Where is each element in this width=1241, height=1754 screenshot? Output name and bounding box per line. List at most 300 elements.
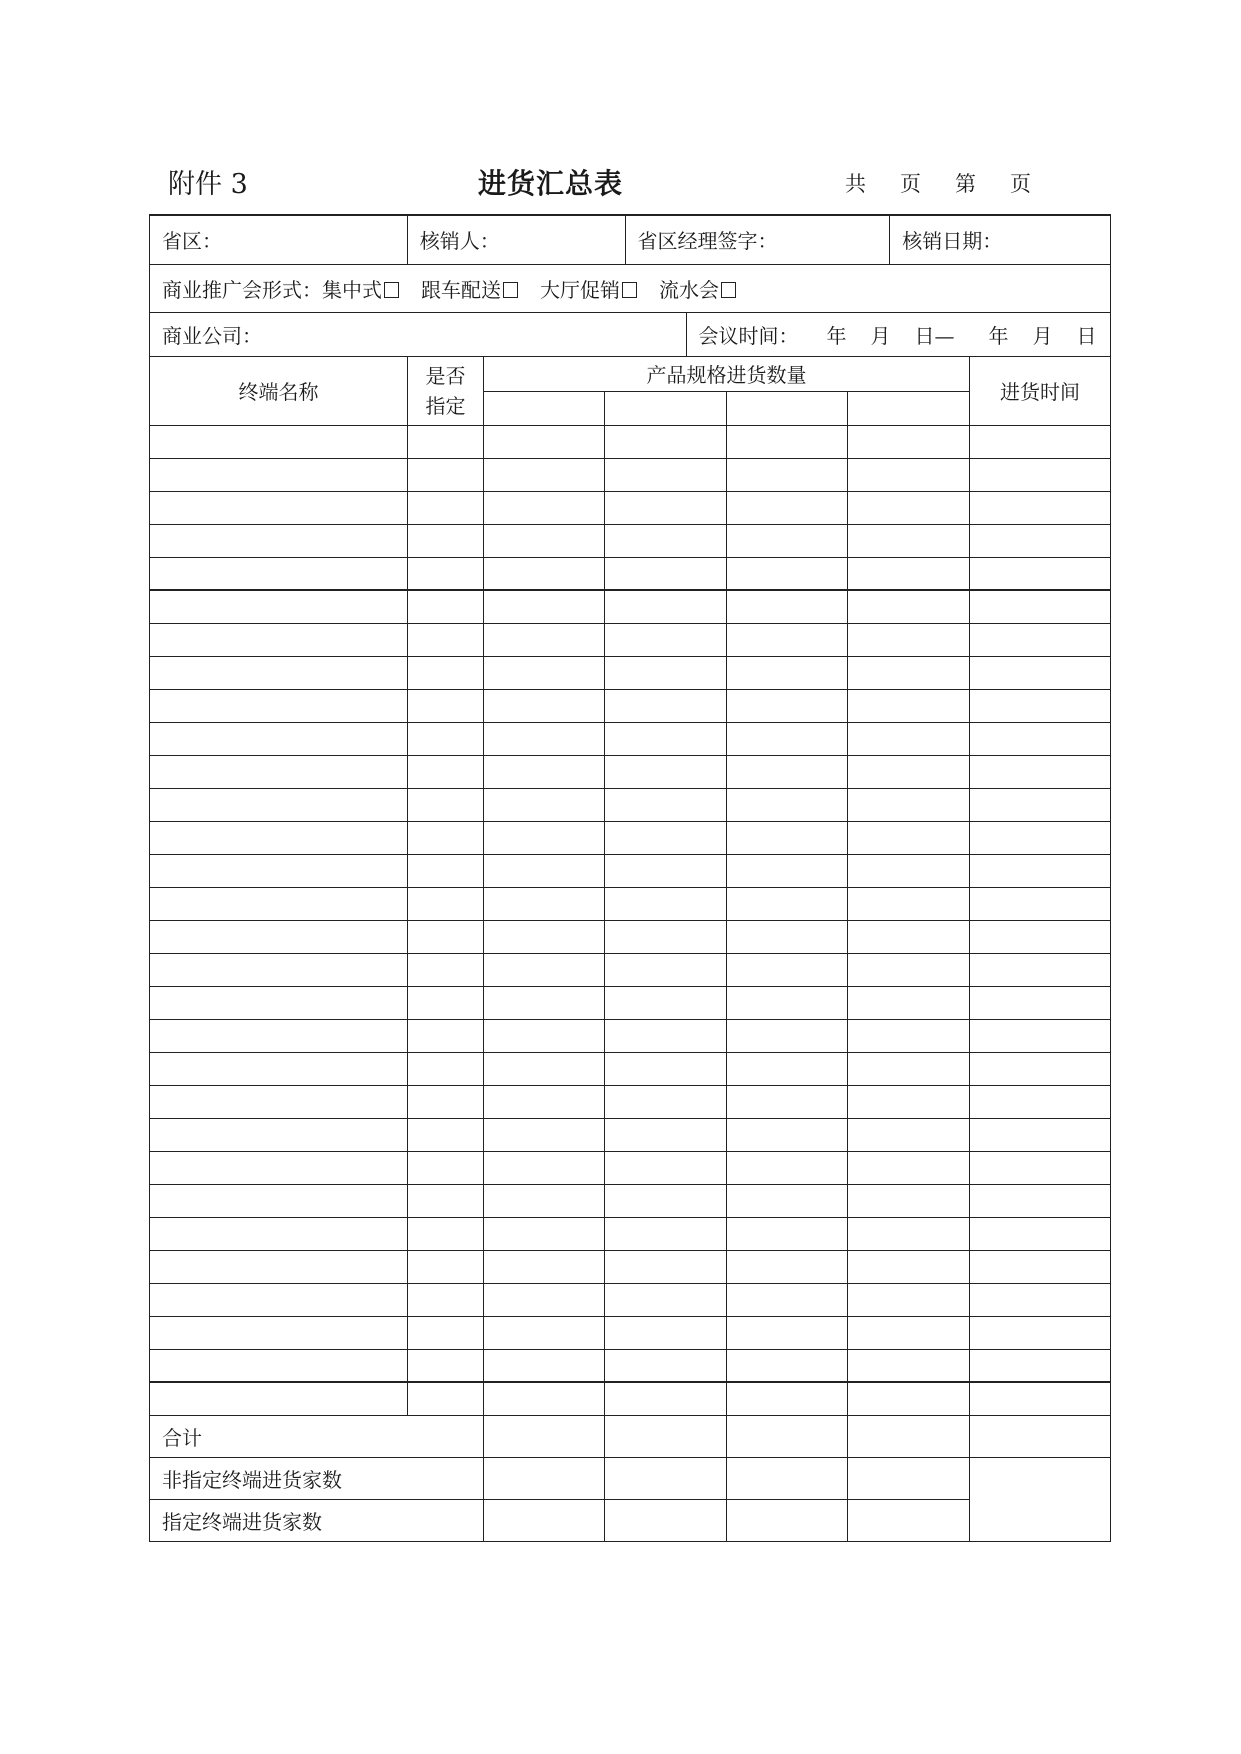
table-cell[interactable]	[484, 1316, 605, 1349]
table-cell[interactable]	[727, 1217, 848, 1250]
table-cell[interactable]	[727, 887, 848, 920]
table-cell[interactable]	[150, 491, 408, 524]
table-cell[interactable]	[150, 689, 408, 722]
table-cell[interactable]	[848, 656, 970, 689]
table-cell[interactable]	[970, 854, 1111, 887]
table-cell[interactable]	[970, 491, 1111, 524]
table-cell[interactable]	[484, 986, 605, 1019]
table-cell[interactable]	[150, 1085, 408, 1118]
table-cell[interactable]	[150, 425, 408, 458]
table-cell[interactable]	[605, 953, 727, 986]
page-title: 进货汇总表	[478, 167, 624, 200]
summary-cell[interactable]	[848, 1499, 970, 1541]
table-row	[150, 920, 1111, 953]
table-row	[150, 1283, 1111, 1316]
product-spec-cell[interactable]	[727, 391, 848, 425]
table-cell[interactable]	[484, 1283, 605, 1316]
table-row	[150, 755, 1111, 788]
table-cell[interactable]	[408, 425, 484, 458]
table-cell[interactable]	[484, 1052, 605, 1085]
table-cell[interactable]	[848, 1085, 970, 1118]
table-cell[interactable]	[408, 1382, 484, 1415]
table-row	[150, 1118, 1111, 1151]
table-cell[interactable]	[727, 590, 848, 623]
table-cell[interactable]	[727, 1019, 848, 1052]
table-cell[interactable]	[727, 1382, 848, 1415]
verify-date-label: 核销日期：	[902, 229, 1003, 254]
table-cell[interactable]	[848, 689, 970, 722]
table-cell[interactable]	[605, 1283, 727, 1316]
table-cell[interactable]	[150, 557, 408, 590]
table-cell[interactable]	[605, 1118, 727, 1151]
table-row	[150, 1250, 1111, 1283]
summary-non-designated-label: 非指定终端进货家数	[150, 1457, 484, 1499]
table-row	[150, 623, 1111, 656]
table-cell[interactable]	[150, 920, 408, 953]
table-cell[interactable]	[970, 788, 1111, 821]
table-cell[interactable]	[408, 821, 484, 854]
table-cell[interactable]	[970, 1349, 1111, 1382]
table-cell[interactable]	[727, 524, 848, 557]
table-cell[interactable]	[727, 557, 848, 590]
table-cell[interactable]	[727, 1184, 848, 1217]
table-cell[interactable]	[605, 524, 727, 557]
table-cell[interactable]	[727, 821, 848, 854]
table-cell[interactable]	[727, 1085, 848, 1118]
table-cell[interactable]	[727, 656, 848, 689]
table-cell[interactable]	[408, 1085, 484, 1118]
table-cell[interactable]	[848, 920, 970, 953]
promo-option-centralized[interactable]	[322, 278, 421, 302]
table-cell[interactable]	[150, 788, 408, 821]
table-row	[150, 1316, 1111, 1349]
table-cell[interactable]	[727, 1283, 848, 1316]
table-cell[interactable]	[970, 1085, 1111, 1118]
table-cell[interactable]	[848, 1217, 970, 1250]
table-cell[interactable]	[150, 854, 408, 887]
table-cell[interactable]	[484, 524, 605, 557]
table-cell[interactable]	[727, 920, 848, 953]
product-spec-cell[interactable]	[484, 391, 605, 425]
table-cell[interactable]	[150, 1382, 408, 1415]
table-row	[150, 1019, 1111, 1052]
table-cell[interactable]	[970, 755, 1111, 788]
table-row	[150, 1349, 1111, 1382]
table-cell[interactable]	[408, 1283, 484, 1316]
table-cell[interactable]	[484, 656, 605, 689]
col-header-designated-text: 是否指定	[425, 363, 466, 418]
product-spec-cell[interactable]	[848, 391, 970, 425]
table-cell[interactable]	[150, 458, 408, 491]
table-cell[interactable]	[848, 722, 970, 755]
summary-cell[interactable]	[848, 1415, 970, 1457]
table-cell[interactable]	[970, 557, 1111, 590]
table-cell[interactable]	[727, 788, 848, 821]
summary-cell[interactable]	[727, 1457, 848, 1499]
table-cell[interactable]	[484, 953, 605, 986]
table-cell[interactable]	[727, 458, 848, 491]
table-cell[interactable]	[848, 458, 970, 491]
table-cell[interactable]	[970, 953, 1111, 986]
summary-designated-label: 指定终端进货家数	[150, 1499, 484, 1541]
table-cell[interactable]	[970, 920, 1111, 953]
col-header-time: 进货时间	[970, 356, 1111, 425]
verifier-field[interactable]	[408, 216, 626, 264]
table-cell[interactable]	[970, 1151, 1111, 1184]
table-cell[interactable]	[150, 1052, 408, 1085]
table-cell[interactable]	[848, 557, 970, 590]
table-cell[interactable]	[605, 821, 727, 854]
table-cell[interactable]	[408, 458, 484, 491]
table-cell[interactable]	[484, 755, 605, 788]
summary-cell[interactable]	[484, 1499, 605, 1541]
table-cell[interactable]	[970, 458, 1111, 491]
summary-cell[interactable]	[970, 1415, 1111, 1457]
table-cell[interactable]	[848, 1283, 970, 1316]
purchase-summary-table	[149, 214, 1111, 1542]
table-cell[interactable]	[970, 425, 1111, 458]
company-label: 商业公司：	[162, 323, 262, 348]
table-cell[interactable]	[605, 986, 727, 1019]
table-cell[interactable]	[848, 1184, 970, 1217]
table-cell[interactable]	[484, 1349, 605, 1382]
company-field[interactable]	[150, 313, 687, 356]
table-cell[interactable]	[484, 1184, 605, 1217]
table-row	[150, 854, 1111, 887]
table-cell[interactable]	[408, 1118, 484, 1151]
verify-date-field[interactable]	[890, 216, 1110, 264]
table-cell[interactable]	[150, 1250, 408, 1283]
table-cell[interactable]	[605, 1151, 727, 1184]
promo-option-label: 流水会	[659, 277, 719, 302]
province-label: 省区：	[162, 229, 222, 254]
summary-cell[interactable]	[484, 1415, 605, 1457]
table-cell[interactable]	[484, 1151, 605, 1184]
table-cell[interactable]	[150, 722, 408, 755]
table-cell[interactable]	[970, 1250, 1111, 1283]
manager-sign-field[interactable]	[626, 216, 891, 264]
col-header-terminal: 终端名称	[150, 356, 408, 425]
table-cell[interactable]	[605, 623, 727, 656]
table-cell[interactable]	[605, 458, 727, 491]
table-cell[interactable]	[484, 557, 605, 590]
date-part: 年	[826, 323, 847, 348]
table-cell[interactable]	[727, 986, 848, 1019]
table-cell[interactable]	[848, 788, 970, 821]
table-cell[interactable]	[605, 1184, 727, 1217]
table-cell[interactable]	[408, 722, 484, 755]
date-part: 月	[870, 323, 891, 348]
table-cell[interactable]	[605, 1316, 727, 1349]
summary-cell[interactable]	[484, 1457, 605, 1499]
date-part: 年	[988, 323, 1009, 348]
table-cell[interactable]	[970, 1283, 1111, 1316]
table-row	[150, 887, 1111, 920]
table-cell[interactable]	[727, 755, 848, 788]
table-cell[interactable]	[970, 656, 1111, 689]
table-cell[interactable]	[484, 458, 605, 491]
table-cell[interactable]	[970, 1052, 1111, 1085]
table-row	[150, 986, 1111, 1019]
attachment-label: 附件 3	[168, 169, 248, 200]
table-cell[interactable]	[408, 788, 484, 821]
table-cell[interactable]	[408, 1316, 484, 1349]
table-cell[interactable]	[408, 887, 484, 920]
table-cell[interactable]	[150, 524, 408, 557]
table-cell[interactable]	[150, 590, 408, 623]
table-cell[interactable]	[727, 1151, 848, 1184]
table-cell[interactable]	[605, 656, 727, 689]
table-cell[interactable]	[970, 1019, 1111, 1052]
promo-option-label: 集中式	[322, 277, 382, 302]
table-cell[interactable]	[408, 524, 484, 557]
promo-form-field	[150, 264, 1111, 312]
table-cell[interactable]	[484, 788, 605, 821]
table-cell[interactable]	[605, 557, 727, 590]
promo-option-delivery[interactable]	[421, 278, 540, 302]
table-row	[150, 491, 1111, 524]
pager-current: 第	[955, 172, 976, 196]
table-cell[interactable]	[605, 1250, 727, 1283]
table-cell[interactable]	[727, 1250, 848, 1283]
table-cell[interactable]	[970, 1382, 1111, 1415]
table-cell[interactable]	[970, 590, 1111, 623]
table-cell[interactable]	[605, 1085, 727, 1118]
table-cell[interactable]	[150, 1217, 408, 1250]
table-cell[interactable]	[727, 1349, 848, 1382]
pager-page-unit: 页	[900, 172, 921, 196]
table-row	[150, 821, 1111, 854]
table-cell[interactable]	[408, 1250, 484, 1283]
table-cell[interactable]	[727, 623, 848, 656]
table-cell[interactable]	[848, 821, 970, 854]
promo-option-label: 大厅促销	[540, 277, 620, 302]
table-cell[interactable]	[484, 623, 605, 656]
table-cell[interactable]	[605, 425, 727, 458]
promo-option-label: 跟车配送	[421, 277, 501, 302]
table-cell[interactable]	[605, 722, 727, 755]
table-cell[interactable]	[484, 1382, 605, 1415]
meeting-time-field[interactable]	[687, 313, 1110, 356]
table-cell[interactable]	[484, 1217, 605, 1250]
table-cell[interactable]	[727, 1118, 848, 1151]
table-cell[interactable]	[848, 755, 970, 788]
table-cell[interactable]	[408, 920, 484, 953]
table-cell[interactable]	[970, 887, 1111, 920]
summary-cell[interactable]	[605, 1457, 727, 1499]
table-cell[interactable]	[727, 689, 848, 722]
table-cell[interactable]	[408, 491, 484, 524]
table-row	[150, 557, 1111, 590]
table-cell[interactable]	[484, 491, 605, 524]
table-cell[interactable]	[408, 590, 484, 623]
table-cell[interactable]	[150, 953, 408, 986]
table-cell[interactable]	[848, 887, 970, 920]
promo-option-flow[interactable]	[659, 278, 758, 302]
date-part: 日	[1076, 323, 1097, 348]
table-cell[interactable]	[150, 1184, 408, 1217]
table-cell[interactable]	[848, 986, 970, 1019]
table-cell[interactable]	[150, 1316, 408, 1349]
checkbox-icon	[622, 282, 637, 298]
table-cell[interactable]	[484, 854, 605, 887]
table-cell[interactable]	[727, 1316, 848, 1349]
table-cell[interactable]	[408, 953, 484, 986]
summary-cell[interactable]	[605, 1499, 727, 1541]
table-cell[interactable]	[408, 1217, 484, 1250]
table-row	[150, 1052, 1111, 1085]
table-cell[interactable]	[408, 623, 484, 656]
table-cell[interactable]	[408, 854, 484, 887]
table-cell[interactable]	[970, 524, 1111, 557]
table-cell[interactable]	[605, 689, 727, 722]
table-cell[interactable]	[970, 1217, 1111, 1250]
table-cell[interactable]	[727, 953, 848, 986]
table-cell[interactable]	[605, 1019, 727, 1052]
table-cell[interactable]	[605, 854, 727, 887]
table-cell[interactable]	[605, 788, 727, 821]
table-cell[interactable]	[970, 1184, 1111, 1217]
table-cell[interactable]	[605, 1217, 727, 1250]
table-cell[interactable]	[408, 755, 484, 788]
table-cell[interactable]	[848, 953, 970, 986]
table-cell[interactable]	[605, 1382, 727, 1415]
table-cell[interactable]	[408, 656, 484, 689]
table-cell[interactable]	[484, 1085, 605, 1118]
table-row	[150, 590, 1111, 623]
page-counter	[845, 168, 1031, 198]
table-cell[interactable]	[484, 722, 605, 755]
table-cell[interactable]	[408, 1184, 484, 1217]
table-cell[interactable]	[727, 722, 848, 755]
table-cell[interactable]	[970, 722, 1111, 755]
table-cell[interactable]	[484, 887, 605, 920]
table-cell[interactable]	[150, 1118, 408, 1151]
table-cell[interactable]	[605, 887, 727, 920]
table-cell[interactable]	[848, 425, 970, 458]
table-cell[interactable]	[848, 1349, 970, 1382]
table-cell[interactable]	[848, 1019, 970, 1052]
table-cell[interactable]	[848, 524, 970, 557]
table-cell[interactable]	[408, 557, 484, 590]
table-cell[interactable]	[970, 689, 1111, 722]
table-row	[150, 1382, 1111, 1415]
table-cell[interactable]	[484, 1019, 605, 1052]
date-part: 月	[1032, 323, 1053, 348]
summary-cell[interactable]	[605, 1415, 727, 1457]
table-cell[interactable]	[484, 689, 605, 722]
summary-total-label: 合计	[150, 1415, 484, 1457]
table-cell[interactable]	[408, 1052, 484, 1085]
table-row	[150, 458, 1111, 491]
table-cell[interactable]	[970, 1118, 1111, 1151]
table-cell[interactable]	[150, 1151, 408, 1184]
table-cell[interactable]	[727, 854, 848, 887]
table-row	[150, 722, 1111, 755]
table-row	[150, 524, 1111, 557]
table-cell[interactable]	[484, 590, 605, 623]
checkbox-icon	[384, 282, 399, 298]
table-cell[interactable]	[484, 425, 605, 458]
table-cell[interactable]	[150, 986, 408, 1019]
promo-form-label: 商业推广会形式：	[162, 277, 322, 302]
promo-option-hall[interactable]	[540, 278, 659, 302]
table-row	[150, 953, 1111, 986]
checkbox-icon	[721, 282, 736, 298]
summary-cell[interactable]	[970, 1457, 1111, 1541]
table-row	[150, 1151, 1111, 1184]
table-cell[interactable]	[970, 1316, 1111, 1349]
table-cell[interactable]	[484, 1250, 605, 1283]
table-cell[interactable]	[727, 491, 848, 524]
summary-cell[interactable]	[727, 1499, 848, 1541]
table-row	[150, 1184, 1111, 1217]
table-cell[interactable]	[484, 1118, 605, 1151]
table-row	[150, 689, 1111, 722]
table-cell[interactable]	[605, 755, 727, 788]
table-cell[interactable]	[727, 1052, 848, 1085]
meeting-time-label: 会议时间：	[698, 323, 799, 348]
table-cell[interactable]	[848, 1250, 970, 1283]
table-cell[interactable]	[848, 1118, 970, 1151]
table-cell[interactable]	[150, 1283, 408, 1316]
table-cell[interactable]	[605, 491, 727, 524]
summary-cell[interactable]	[727, 1415, 848, 1457]
table-cell[interactable]	[848, 1151, 970, 1184]
table-cell[interactable]	[848, 1052, 970, 1085]
table-cell[interactable]	[848, 1382, 970, 1415]
table-cell[interactable]	[150, 1019, 408, 1052]
table-cell[interactable]	[150, 821, 408, 854]
table-cell[interactable]	[605, 590, 727, 623]
table-cell[interactable]	[970, 821, 1111, 854]
table-cell[interactable]	[408, 1019, 484, 1052]
table-cell[interactable]	[848, 491, 970, 524]
pager-page-unit-2: 页	[1010, 172, 1031, 196]
checkbox-icon	[503, 282, 518, 298]
table-cell[interactable]	[408, 689, 484, 722]
table-cell[interactable]	[150, 1349, 408, 1382]
date-part: 日—	[914, 323, 955, 348]
table-cell[interactable]	[848, 623, 970, 656]
table-cell[interactable]	[484, 821, 605, 854]
table-cell[interactable]	[605, 920, 727, 953]
table-row	[150, 1085, 1111, 1118]
table-cell[interactable]	[150, 656, 408, 689]
pager-total: 共	[845, 172, 866, 196]
table-cell[interactable]	[727, 425, 848, 458]
table-cell[interactable]	[970, 623, 1111, 656]
table-cell[interactable]	[605, 1052, 727, 1085]
table-cell[interactable]	[408, 1151, 484, 1184]
table-cell[interactable]	[150, 887, 408, 920]
summary-cell[interactable]	[848, 1457, 970, 1499]
table-cell[interactable]	[408, 986, 484, 1019]
product-spec-cell[interactable]	[605, 391, 727, 425]
province-field[interactable]	[150, 216, 408, 264]
table-cell[interactable]	[150, 755, 408, 788]
table-cell[interactable]	[408, 1349, 484, 1382]
verifier-label: 核销人：	[419, 229, 500, 254]
table-cell[interactable]	[848, 1316, 970, 1349]
table-cell[interactable]	[150, 623, 408, 656]
table-cell[interactable]	[605, 1349, 727, 1382]
table-cell[interactable]	[848, 854, 970, 887]
table-cell[interactable]	[484, 920, 605, 953]
table-cell[interactable]	[970, 986, 1111, 1019]
manager-sign-label: 省区经理签字：	[637, 229, 778, 254]
table-cell[interactable]	[848, 590, 970, 623]
